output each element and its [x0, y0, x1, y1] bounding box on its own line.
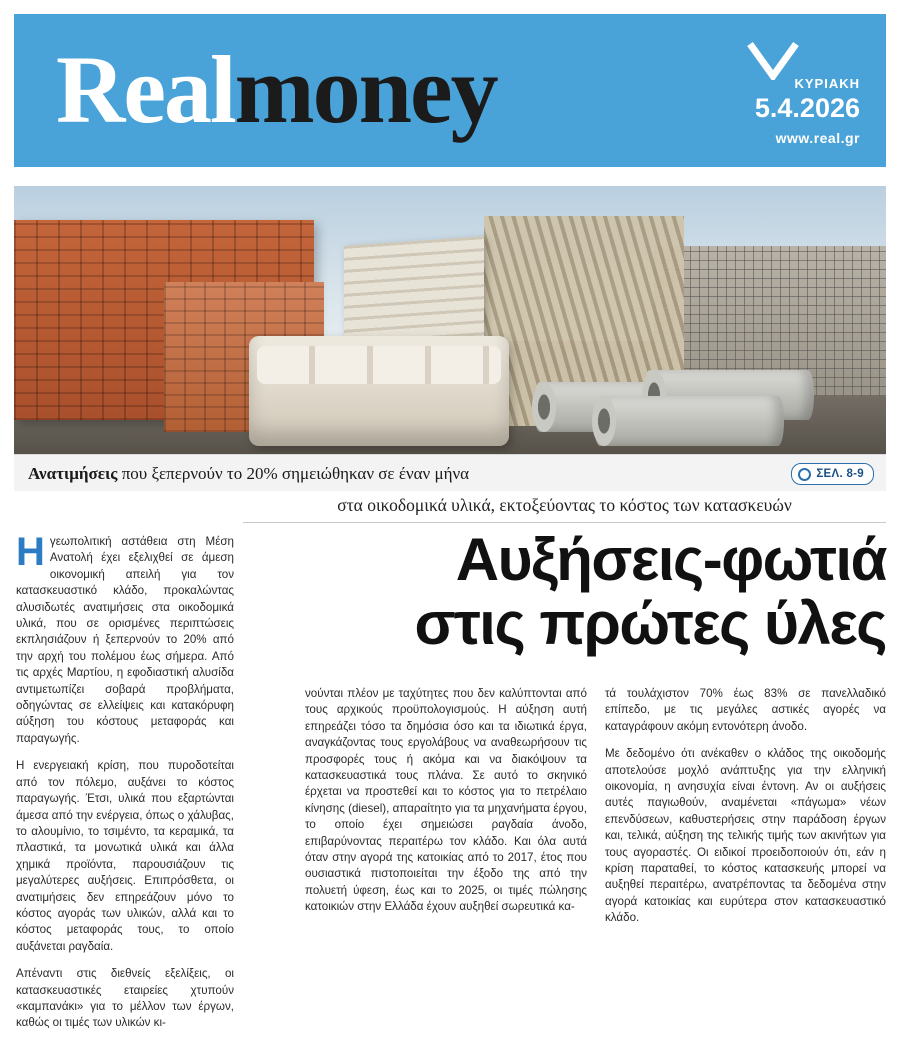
article-paragraph-text: γεωπολιτική αστάθεια στη Μέση Ανατολή έχει εξελιχθεί σε άμεση οικονομική απειλή για τον κατασκευαστικό κλάδο, προκαλώντας αλυσιδωτές ανατιμήσεις στα οικοδομικά υλικά, που σε ορισμένες περιπτώσεις εκπλησιάζουν ή ξεπερνούν το 20% από την αρχή του πολέμου έως σήμερα. Από τις αρχές Μαρτίου, η εφοδιαστική αλυσίδα αντιμετωπίζει σοβαρά προβλήματα, οδηγώντας σε ελλείψεις και κατακόρυφη αύξηση του κόστους μεταφοράς και παραγωγής. — [16, 535, 234, 745]
article-column-1 — [16, 530, 234, 1043]
article-paragraph: Η ενεργειακή κρίση, που πυροδοτείται από τον πόλεμο, αυξάνει το κόστος παραγωγής. Έτσι, υλικά που εξαρτώνται άμεσα από την ενέργεια, όπως ο χάλυβας, το αλουμίνιο, το τσιμέντο, τα κεραμικά, τα πλαστικά, τα μονωτικά υλικά και άλλα χημικά προϊόντα, παρουσιάζουν τις μεγαλύτερες αυξήσεις. Επιπρόσθετα, οι ανατιμήσεις δεν επηρεάζουν μόνο το κόστος αγοράς των υλικών, αλλά και το κόστος μεταφοράς τους, το οποίο αυξάνεται ραγδαία. — [16, 759, 234, 953]
article-column-3 — [605, 686, 886, 938]
photo-rubble — [14, 414, 886, 454]
article-paragraph — [16, 530, 234, 747]
masthead-meta — [670, 76, 860, 146]
masthead-title — [56, 38, 497, 142]
dropcap: Η — [16, 530, 45, 574]
check-icon — [746, 40, 800, 80]
caption-rest: που ξεπερνούν το 20% σημειώθηκαν σε έναν μήνα — [117, 464, 470, 483]
article-paragraph: Με δεδομένο ότι ανέκαθεν ο κλάδος της οικοδομής αποτελούσε μοχλό ανάπτυξης για την ελληνική οικονομία, η ανησυχία είναι έντονη. Αν οι αυξήσεις αυτές παγιωθούν, αναμένεται «πάγωμα» νέων επενδύσεων, καθυστερήσεις στην παράδοση έργων και, τελικά, αύξηση της τελικής τιμής των ακινήτων για τους αγοραστές. Οι ειδικοί προειδοποιούν ότι, εάν η κρίση παραταθεί, το κόστος κατασκευής μπορεί να αυξηθεί περαιτέρω, ανατρέποντας τα δεδομένα στην αγορά κατοικίας και ευρύτερα στον κατασκευαστικό κλάδο. — [605, 747, 886, 925]
page-reference-label: ΣΕΛ. 8-9 — [816, 467, 864, 480]
article-paragraph: Απέναντι στις διεθνείς εξελίξεις, οι κατασκευαστικές εταιρείες χτυπούν «καμπανάκι» για το μέλλον των έργων, καθώς οι τιμές των υλικών κι- — [16, 967, 234, 1030]
issue-date: 5.4.2026 — [754, 93, 860, 123]
article-paragraph: τά τουλάχιστον 70% έως 83% σε πανελλαδικό επίπεδο, με τις μεγάλες αστικές αγορές να καταγράφουν ακόμη εντονότερη άνοδο. — [605, 687, 886, 733]
headline-line-1: Αυξήσεις-φωτιά — [455, 526, 886, 593]
circle-dot-icon — [798, 468, 811, 481]
article-kicker: στα οικοδομικά υλικά, εκτοξεύοντας το κόστος των κατασκευών — [243, 495, 886, 523]
headline-line-2: στις πρώτες ύλες — [414, 590, 886, 657]
masthead-title-real: Real — [56, 36, 235, 143]
masthead-title-money: money — [234, 36, 497, 143]
page-reference-badge[interactable] — [791, 463, 874, 485]
masthead — [14, 14, 886, 167]
photo-caption — [28, 464, 469, 484]
article-headline — [243, 528, 886, 656]
article-column-2 — [305, 686, 587, 927]
issue-day: ΚΥΡΙΑΚΗ — [794, 76, 860, 91]
hero-photo — [14, 186, 886, 454]
website-url[interactable]: www.real.gr — [775, 130, 860, 146]
photo-caption-bar — [14, 454, 886, 491]
article-paragraph: νούνται πλέον με ταχύτητες που δεν καλύπτονται από τους αρχικούς προϋπολογισμούς. Η αύξηση αυτή επηρεάζει τόσο τα δημόσια όσο και τα ιδιωτικά έργα, αναγκάζοντας τους εργολάβους να αναθεωρήσουν τις προσφορές τους ή ακόμα και να διακόψουν τα κατασκευαστικά τους πλάνα. Σε αυτό το σκηνικό έρχεται να προστεθεί και το κόστος για το πετρέλαιο κίνησης (diesel), απαραίτητο για τα μηχανήματα έργου, το οποίο έχει σημειώσει ραγδαία άνοδο, επιβαρύνοντας περαιτέρω τον κλάδο. Και όλα αυτά όταν στην αγορά της κατοικίας από το 2017, έτος που ουσιαστικά πιστοποιείται την έξοδο της από την πολυετή ύφεση, έως και το 2025, οι τιμές πώλησης κατοικιών στην Ελλάδα έχουν αυξηθεί σωρευτικά κα- — [305, 687, 587, 914]
caption-lead: Ανατιμήσεις — [28, 464, 118, 483]
